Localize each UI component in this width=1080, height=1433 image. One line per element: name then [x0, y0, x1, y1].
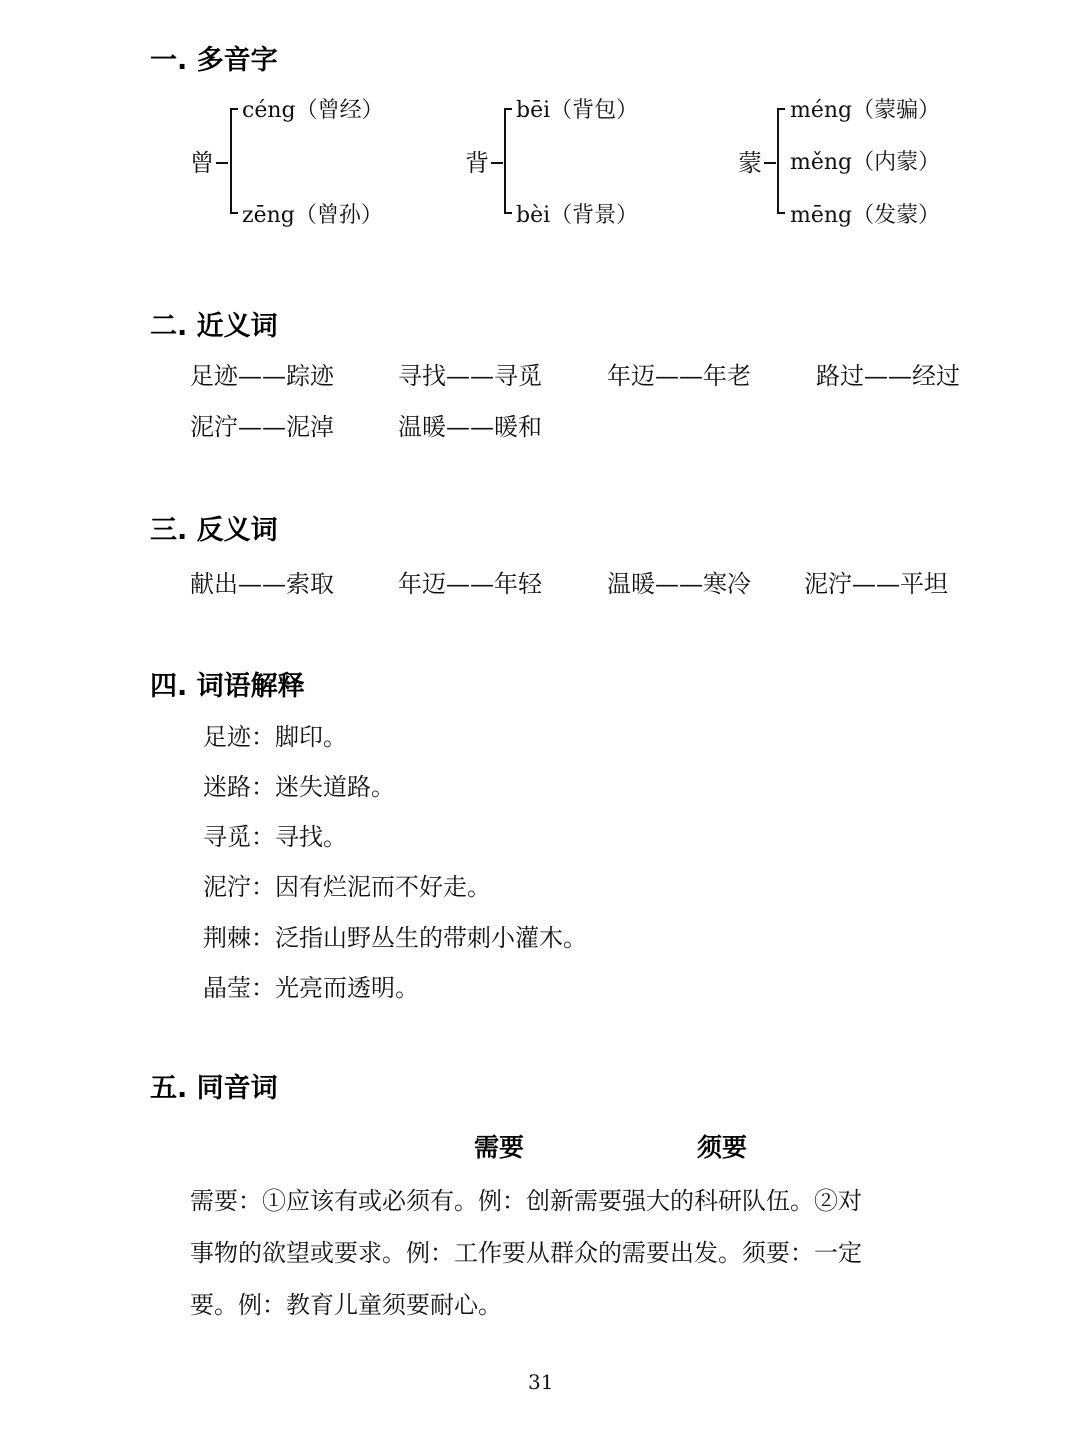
reading: mēng（发蒙）: [790, 203, 941, 228]
definition-item: 迷路：迷失道路。: [203, 773, 395, 801]
definition-item: 荆棘：泛指山野丛生的带刺小灌木。: [203, 924, 587, 952]
page-number: 31: [528, 1370, 554, 1394]
homophone-text-line: 事物的欲望或要求。例：工作要从群众的需要出发。须要：一定: [190, 1239, 862, 1267]
brace-tick: [505, 212, 512, 214]
reading: bēi（背包）: [516, 98, 639, 123]
reading: méng（蒙骗）: [790, 98, 941, 123]
homophone-text-line: 要。例：教育儿童须要耐心。: [190, 1291, 502, 1319]
brace-tick: [231, 108, 238, 110]
antonym-pair: 温暖——寒冷: [607, 570, 751, 598]
polyphonic-char: 蒙: [738, 149, 762, 177]
brace-line: [777, 108, 779, 214]
synonym-pair: 寻找——寻觅: [398, 362, 542, 390]
brace-line: [230, 108, 232, 214]
brace-tick: [231, 212, 238, 214]
homophone-word: 需要: [474, 1133, 525, 1162]
homophone-text-line: 需要：①应该有或必须有。例：创新需要强大的科研队伍。②对: [190, 1187, 862, 1215]
definition-item: 足迹：脚印。: [203, 723, 347, 751]
section-title-definitions: 四. 词语解释: [150, 671, 305, 702]
synonym-pair: 路过——经过: [816, 362, 960, 390]
brace-tick: [778, 108, 785, 110]
definition-item: 晶莹：光亮而透明。: [203, 974, 419, 1002]
reading: céng（曾经）: [242, 98, 384, 123]
reading: zēng（曾孙）: [242, 203, 383, 228]
section-title-antonyms: 三. 反义词: [150, 515, 278, 546]
brace-tick: [778, 212, 785, 214]
polyphonic-char: 背: [465, 149, 489, 177]
definition-item: 泥泞：因有烂泥而不好走。: [203, 873, 491, 901]
reading: měng（内蒙）: [790, 150, 941, 175]
synonym-pair: 泥泞——泥淖: [190, 413, 334, 441]
reading: bèi（背景）: [516, 203, 639, 228]
synonym-pair: 足迹——踪迹: [190, 362, 334, 390]
section-title-synonyms: 二. 近义词: [150, 311, 278, 342]
brace-stem: [216, 162, 228, 164]
section-title-polyphonic: 一. 多音字: [150, 45, 278, 76]
homophone-word: 须要: [697, 1133, 748, 1162]
section-title-homophones: 五. 同音词: [150, 1073, 278, 1104]
synonym-pair: 温暖——暖和: [398, 413, 542, 441]
brace-stem: [491, 162, 503, 164]
antonym-pair: 献出——索取: [190, 570, 334, 598]
polyphonic-char: 曾: [190, 149, 214, 177]
synonym-pair: 年迈——年老: [607, 362, 751, 390]
brace-stem: [764, 162, 776, 164]
antonym-pair: 年迈——年轻: [398, 570, 542, 598]
brace-tick: [505, 108, 512, 110]
definition-item: 寻觅：寻找。: [203, 823, 347, 851]
brace-line: [504, 108, 506, 214]
antonym-pair: 泥泞——平坦: [804, 570, 948, 598]
